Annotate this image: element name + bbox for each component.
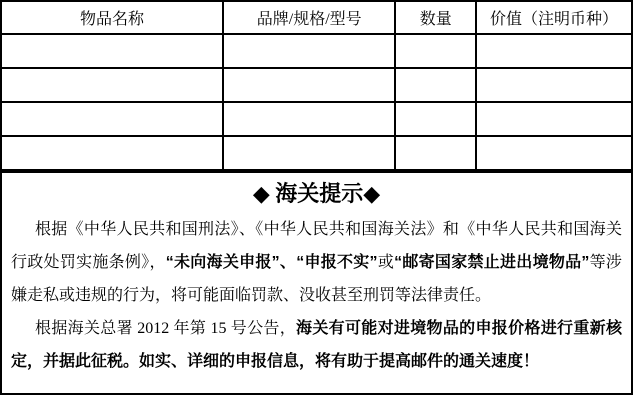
table-row <box>1 34 632 68</box>
customs-notice-box <box>0 171 633 395</box>
declared-items-table <box>0 0 633 171</box>
notice-text: 根据《中华人民共和国刑法》、《中华人民共和国海关法》和《中华人民共和国海关行政处罚实施条例》， <box>11 221 622 271</box>
table-cell-empty <box>395 102 476 136</box>
notice-text-bold: 海关有可能对进境物品的申报价格进行重新核定，并据此征税。如实、详细的申报信息，将有助于提高邮件的通关速度！ <box>11 320 622 370</box>
column-header: 物品名称 <box>1 1 223 34</box>
table-cell-empty <box>223 102 395 136</box>
table-row <box>1 136 632 170</box>
table-cell-empty <box>395 136 476 170</box>
notice-paragraph-valuation <box>11 312 622 378</box>
table-cell-empty <box>476 102 632 136</box>
table-cell-empty <box>476 136 632 170</box>
table-cell-empty <box>395 68 476 102</box>
table-cell-empty <box>476 34 632 68</box>
notice-text: 或 <box>377 254 395 271</box>
table-cell-empty <box>1 34 223 68</box>
table-cell-empty <box>223 68 395 102</box>
column-header: 数量 <box>395 1 476 34</box>
table-cell-empty <box>476 68 632 102</box>
items-table-body <box>1 34 632 170</box>
notice-paragraph-legal <box>11 213 622 312</box>
table-cell-empty <box>223 34 395 68</box>
notice-text: 等涉嫌走私或违规的行为，将可能面临罚款、没收甚至刑罚等法律责任。 <box>11 254 622 304</box>
table-cell-empty <box>1 102 223 136</box>
column-header: 价值（注明币种） <box>476 1 632 34</box>
notice-title: ◆ 海关提示◆ <box>252 181 381 206</box>
table-cell-empty <box>395 34 476 68</box>
table-row <box>1 102 632 136</box>
table-cell-empty <box>1 68 223 102</box>
notice-text: 根据海关总署 2012 年第 15 号公告， <box>35 320 297 337</box>
table-row <box>1 68 632 102</box>
column-header: 品牌/规格/型号 <box>223 1 395 34</box>
table-cell-empty <box>1 136 223 170</box>
notice-text-bold: “邮寄国家禁止进出境物品” <box>394 254 590 271</box>
table-cell-empty <box>223 136 395 170</box>
notice-text-bold: “未向海关申报”、“申报不实” <box>165 254 378 271</box>
table-header-row <box>1 1 632 34</box>
